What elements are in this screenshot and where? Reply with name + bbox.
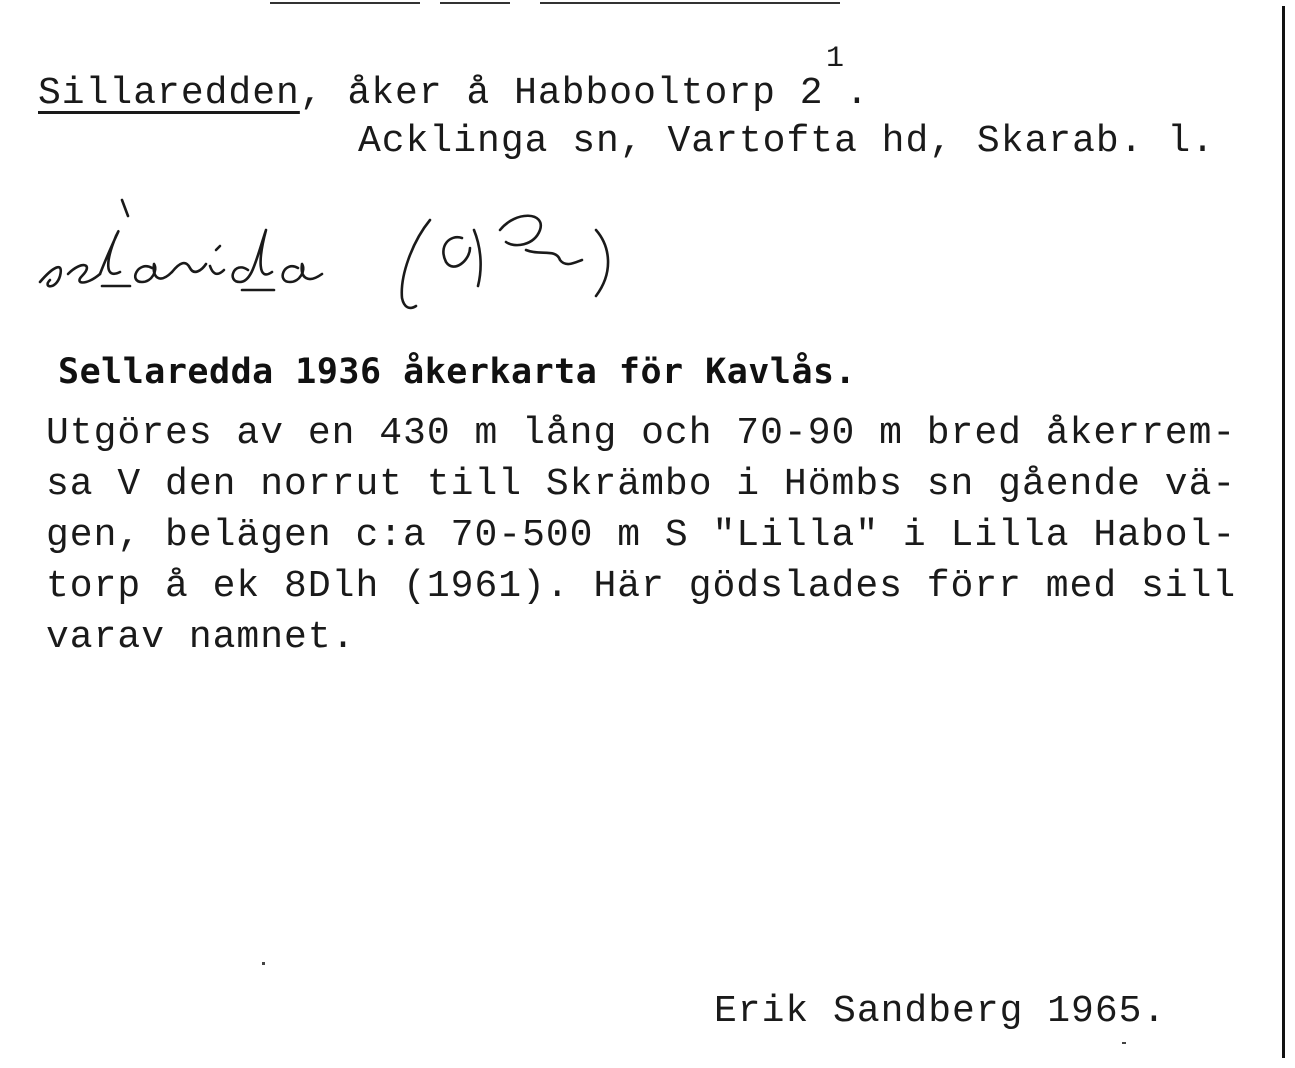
signature-line: Erik Sandberg 1965. (714, 990, 1167, 1033)
place-description: , åker å Habbooltorp 2 (299, 72, 824, 115)
heading-line (38, 72, 869, 115)
paper-speck (1122, 1042, 1126, 1044)
top-edge-mark (270, 2, 420, 4)
body-line: varav namnet. (46, 616, 356, 659)
body-line: torp å ek 8Dlh (1961). Här gödslades förr med sill (46, 565, 1237, 608)
top-edge-mark (540, 2, 840, 4)
body-line: Utgöres av en 430 m lång och 70-90 m bred åkerrem- (46, 412, 1237, 455)
location-line: Acklinga sn, Vartofta hd, Skarab. l. (358, 120, 1215, 163)
heading-period: . (845, 72, 870, 115)
paper-speck (262, 962, 265, 965)
body-line: sa V den norrut till Skrämbo i Hömbs sn gående vä- (46, 463, 1237, 506)
card-right-edge (1282, 6, 1285, 1058)
heading-superscript: 1 (826, 42, 845, 76)
top-edge-mark (440, 2, 510, 4)
handwritten-note (30, 190, 650, 325)
body-line: gen, belägen c:a 70-500 m S "Lilla" i Lilla Habol- (46, 514, 1237, 557)
place-name: Sillaredden (38, 72, 300, 115)
handwritten-note-signature (30, 190, 650, 320)
source-line: Sellaredda 1936 åkerkarta för Kavlås. (58, 352, 857, 392)
